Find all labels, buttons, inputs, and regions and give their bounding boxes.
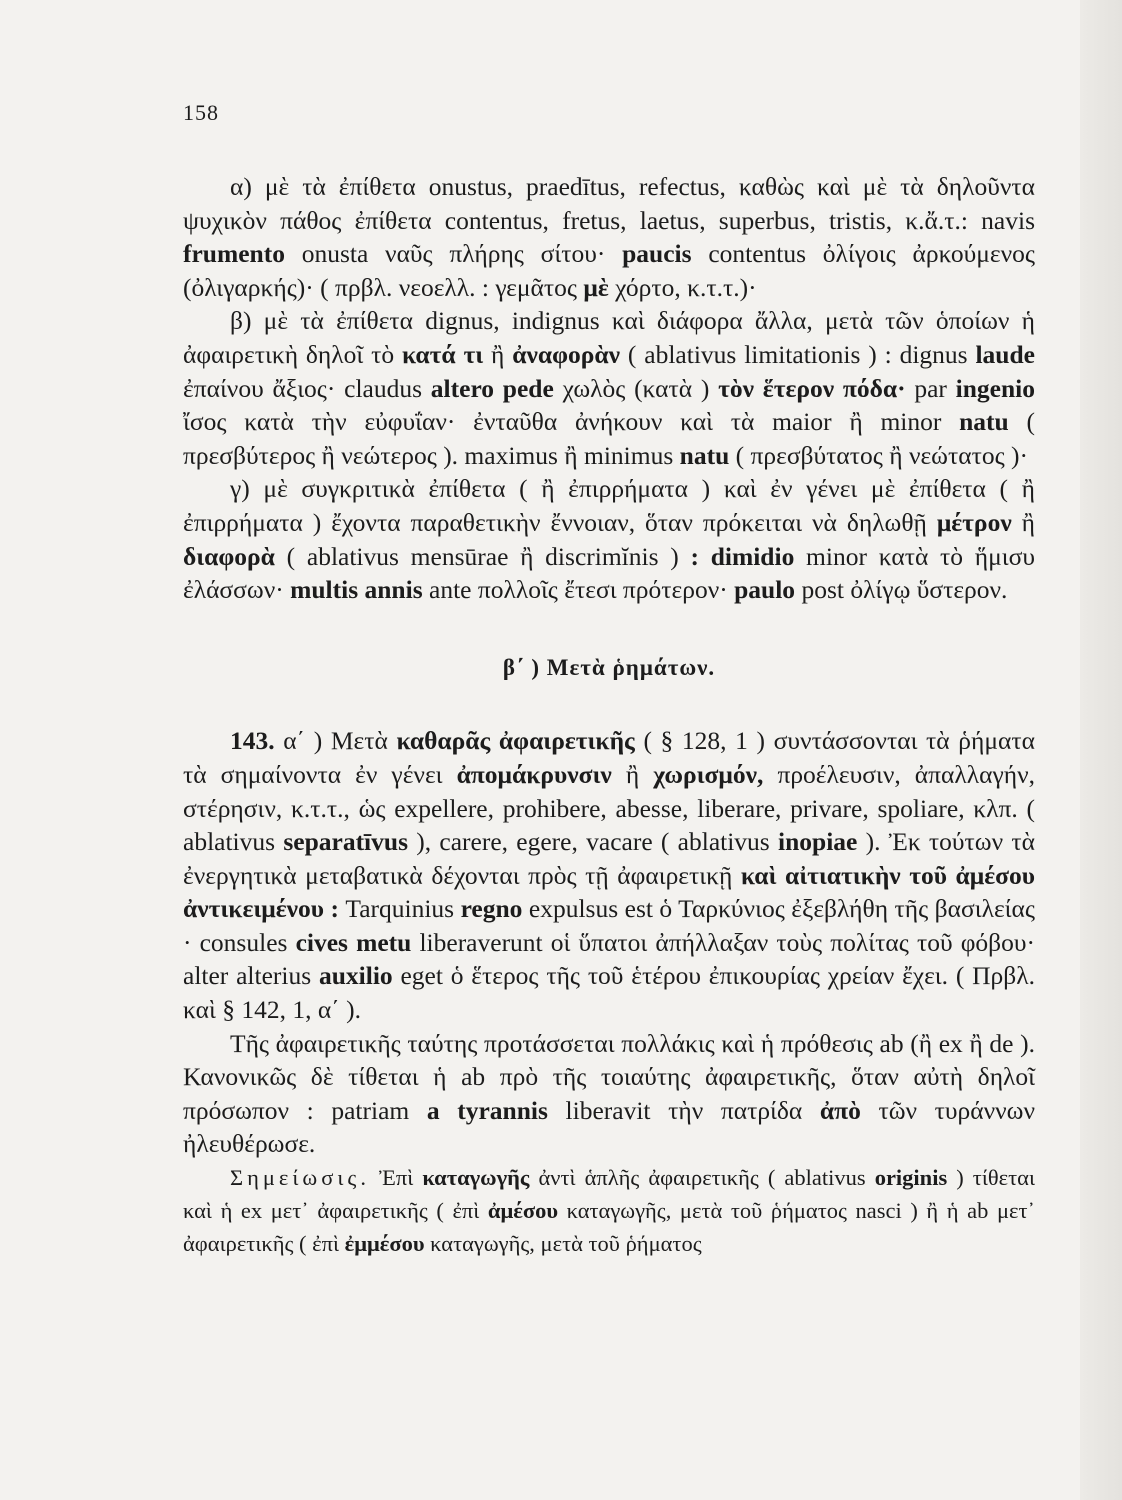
para-b-run: χωλὸς (κατὰ ) <box>553 373 719 403</box>
para-b-run: ἴσος κατὰ τὴν εὐφυΐαν· ἐνταῦθα ἀνήκουν καὶ τὰ maior ἢ minor <box>183 407 960 437</box>
para-143-run: ἀπομάκρυνσιν <box>456 759 612 789</box>
para-ab-run: liberavit τὴν πατρίδα <box>547 1095 820 1125</box>
facing-page-edge <box>1080 0 1122 1500</box>
section-heading: β΄ ) Μετὰ ῥημάτων. <box>502 654 716 680</box>
paragraph-a <box>183 170 1035 304</box>
para-a-run: χόρτο, κ.τ.τ.)· <box>608 272 757 302</box>
paragraph-number: 143. <box>230 726 275 756</box>
para-143-run: καθαρᾶς ἀφαιρετικῆς <box>396 726 635 756</box>
paragraph-c <box>183 472 1035 606</box>
para-b-run: τὸν ἕτερον πόδα· <box>718 373 906 403</box>
para-b-run: ( πρεσβύτατος ἢ νεώτατος )· <box>729 440 1029 470</box>
note-run: καταγωγῆς <box>422 1165 530 1191</box>
para-b-run: laude <box>975 339 1035 369</box>
para-ab-run: τῶν τυράννων ἠλευθέρωσε. <box>183 1095 1035 1159</box>
note-run: καταγωγῆς, μετὰ τοῦ ῥήματος nasci ) ἢ ἡ ab μετ᾽ ἀφαιρετικῆς ( ἐπὶ <box>183 1198 1035 1257</box>
para-c-run: μέτρον <box>936 507 1012 537</box>
page-body <box>183 170 1035 1260</box>
para-143-run: ( § 128, 1 ) συντάσσονται τὰ ῥήματα τὰ σημαίνοντα ἐν γένει <box>183 726 1035 789</box>
para-c-run: multis annis <box>290 575 423 605</box>
para-a-run: paucis <box>622 239 692 269</box>
para-c-run: διαφορὰ <box>183 541 275 571</box>
para-143-run: Tarquinius <box>338 894 461 924</box>
paragraph-b <box>183 304 1035 472</box>
para-143-run: προέλευσιν, ἀπαλλαγήν, στέρησιν, κ.τ.τ., ὡς expellere, prohibere, abesse, liberare, privare, spoliare, κλπ. ( ablativus <box>183 759 1035 857</box>
para-b-run: ( πρεσβύτερος ἢ νεώτερος ). maximus ἢ minimus <box>183 407 1035 470</box>
para-b-run: natu <box>959 407 1009 437</box>
para-c-run: γ) μὲ συγκριτικὰ ἐπίθετα ( ἢ ἐπιρρήματα ) καὶ ἐν γένει μὲ ἐπίθετα ( ἢ ἐπιρρήματα ) ἔχοντα παραθετικὴν ἔννοιαν, ὅταν πρόκειται νὰ δηλωθῇ <box>183 474 1035 537</box>
para-b-run: ingenio <box>955 373 1036 403</box>
para-b-run: κατά τι <box>401 339 484 369</box>
para-b-run: ἀναφορὰν <box>512 339 621 369</box>
note-run: originis <box>874 1165 948 1191</box>
note-label: Σημείωσις. <box>230 1165 370 1191</box>
note-run: Ἐπὶ <box>369 1165 423 1191</box>
para-c-run: post ὀλίγῳ ὕστερον. <box>795 575 1008 605</box>
note-run: ἐμμέσου <box>344 1231 425 1257</box>
para-b-run: par <box>905 373 956 403</box>
footnote <box>183 1161 1035 1260</box>
para-ab-run: Τῆς ἀφαιρετικῆς ταύτης προτάσσεται πολλάκις καὶ ἡ πρόθεσις ab (ἢ ex ἢ de ). Κανονικῶς δὲ τίθεται ἡ ab πρὸ τῆς τοιαύτης ἀφαιρετικῆς, ὅταν αὐτὴ δηλοῖ πρόσωπον : patriam <box>183 1028 1035 1125</box>
para-a-run: μὲ <box>583 272 609 302</box>
note-run: καταγωγῆς, μετὰ τοῦ ῥήματος <box>424 1231 702 1257</box>
para-143-run: separatīvus <box>283 827 409 857</box>
note-run: ἀντὶ ἁπλῆς ἀφαιρετικῆς ( ablativus <box>529 1165 875 1191</box>
para-143-run: liberaverunt οἱ ὕπατοι ἀπήλλαξαν τοὺς πολίτας τοῦ φόβου· alter alterius <box>183 927 1036 991</box>
para-b-run: ἢ <box>483 339 513 369</box>
para-b-run: ( ablativus limitationis ) : dignus <box>620 339 976 369</box>
para-b-run: β) μὲ τὰ ἐπίθετα dignus, indignus καὶ διάφορα ἄλλα, μετὰ τῶν ὁποίων ἡ ἀφαιρετικὴ δηλοῖ τὸ <box>183 306 1035 369</box>
para-b-run: ἐπαίνου ἄξιος· claudus <box>183 373 431 403</box>
para-a-run: contentus ὀλίγοις ἀρκούμενος (ὀλιγαρκής)· ( πρβλ. νεοελλ. : γεμᾶτος <box>183 239 1035 302</box>
paragraph-143 <box>183 724 1035 1026</box>
para-143-run: eget ὁ ἕτερος τῆς τοῦ ἑτέρου ἐπικουρίας χρείαν ἔχει. ( Πρβλ. καὶ § 142, 1, α΄ ). <box>183 961 1035 1025</box>
para-143-run: ἢ <box>611 759 654 789</box>
para-143-run: ), carere, egere, vacare ( ablativus <box>408 827 778 857</box>
para-b-run: natu <box>679 440 730 470</box>
para-143-run: regno <box>460 894 523 924</box>
para-b-run: altero pede <box>430 373 554 403</box>
para-143-run: auxilio <box>318 961 393 991</box>
para-c-run: minor κατὰ τὸ ἥμισυ ἐλάσσων· <box>183 541 1036 605</box>
para-143-run: inopiae <box>778 827 858 857</box>
para-143-run: χωρισμόν, <box>653 759 764 789</box>
note-run: ) τίθεται καὶ ἡ ex μετ᾽ ἀφαιρετικῆς ( ἐπὶ <box>183 1165 1036 1224</box>
para-a-run: onusta ναῦς πλήρης σίτου· <box>284 239 623 269</box>
para-143-run: expulsus est ὁ Ταρκύνιος ἐξεβλήθη τῆς βασιλείας · consules <box>183 894 1035 957</box>
para-c-run: ἢ <box>1011 507 1035 537</box>
para-143-run: cives metu <box>295 927 412 957</box>
paragraph-143-text <box>183 726 1035 1024</box>
para-a-run: frumento <box>183 239 285 269</box>
para-c-run: : dimidio <box>690 541 795 571</box>
para-ab-run: a tyrannis <box>426 1095 548 1125</box>
note-run: ἀμέσου <box>487 1198 558 1224</box>
para-143-run: ). Ἐκ τούτων τὰ ἐνεργητικὰ μεταβατικὰ δέχονται πρὸς τῇ ἀφαιρετικῇ <box>183 827 1035 890</box>
para-143-run: α΄ ) Μετὰ <box>274 726 397 756</box>
paragraph-ab <box>183 1027 1035 1161</box>
para-c-run: paulo <box>734 575 796 605</box>
para-c-run: ( ablativus mensūrae ἢ discrimĭnis ) <box>274 541 691 571</box>
page-number: 158 <box>183 100 219 125</box>
para-ab-run: ἀπὸ <box>819 1095 861 1125</box>
para-143-run: καὶ αἰτιατικὴν τοῦ ἀμέσου ἀντικειμένου : <box>183 860 1035 924</box>
para-a-run: α) μὲ τὰ ἐπίθετα onustus, praedītus, refectus, καθὼς καὶ μὲ τὰ δηλοῦντα ψυχικὸν πάθος ἐπίθετα contentus, fretus, laetus, superbus, tristis, κ.ἄ.τ.: navis <box>183 172 1035 235</box>
para-c-run: ante πολλοῖς ἔτεσι πρότερον· <box>422 575 735 605</box>
